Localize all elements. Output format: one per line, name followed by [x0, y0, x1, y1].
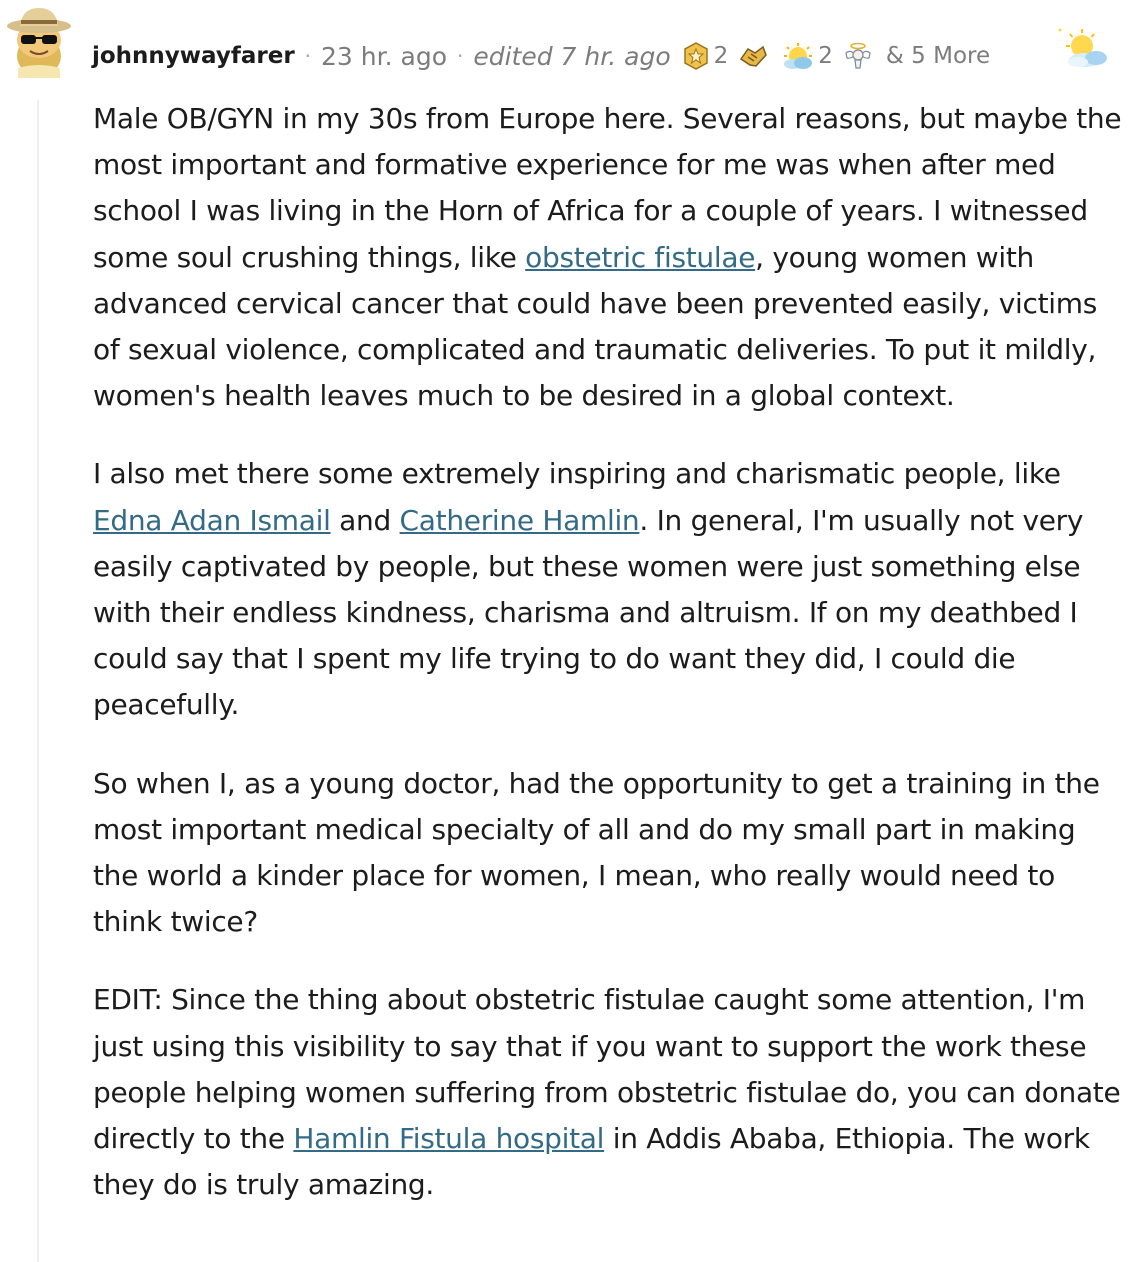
- award-sunrise[interactable]: [781, 41, 833, 71]
- paragraph-text: , young women with advanced cervical cancer that could have been prevented easily, victims of sexual violence, complicated and traumatic deliveries. To put it mildly, women's health leaves much to be desired in a global context.: [93, 240, 1097, 413]
- comment-paragraph-edit: [93, 977, 1123, 1208]
- paragraph-text: Male OB/GYN in my 30s from Europe here. Several reasons, but maybe the most important and formative experience for me was when after med school I was living in the Horn of Africa for a couple of years. I witnessed some soul crushing things, like: [93, 102, 1122, 274]
- avatar[interactable]: [4, 4, 74, 78]
- link-hamlin-fistula-hospital[interactable]: Hamlin Fistula hospital: [293, 1122, 605, 1156]
- timestamp[interactable]: 23 hr. ago: [321, 41, 447, 71]
- comment-paragraph: [93, 451, 1123, 728]
- sunrise-award-icon: [781, 41, 815, 71]
- comment-paragraph: So when I, as a young doctor, had the opportunity to get a training in the most important medical specialty of all and do my small part in making the world a kinder place for women, I mean, who really would need to think twice?: [93, 766, 1100, 939]
- paragraph-text: in Addis Ababa, Ethiopia. The work they do is truly amazing.: [93, 1122, 1090, 1202]
- edited-timestamp: edited 7 hr. ago: [473, 41, 671, 71]
- handshake-award-icon: [738, 41, 768, 71]
- sun-cloud-icon: [1052, 24, 1112, 74]
- paragraph-text: and: [330, 503, 400, 537]
- comment-paragraph: [93, 96, 1123, 419]
- award-handshake[interactable]: [738, 41, 771, 71]
- link-catherine-hamlin[interactable]: Catherine Hamlin: [399, 503, 640, 537]
- link-obstetric-fistulae[interactable]: obstetric fistulae: [525, 240, 756, 274]
- comment-body: [93, 96, 1123, 1240]
- link-edna-adan-ismail[interactable]: Edna Adan Ismail: [93, 503, 331, 537]
- separator-dot: ·: [457, 44, 464, 68]
- award-count: 2: [713, 43, 729, 69]
- paragraph-text: . In general, I'm usually not very easily captivated by people, but these women were just something else with their endless kindness, charisma and altruism. If on my deathbed I could say that I spent my life trying to do want they did, I could die peacefully.: [93, 503, 1084, 722]
- paragraph-text: I also met there some extremely inspiring and charismatic people, like: [93, 457, 1061, 491]
- award-gold-star[interactable]: [681, 41, 729, 71]
- angel-award-icon: [843, 41, 873, 71]
- gold-star-award-icon: [681, 41, 711, 71]
- comment-header: [92, 38, 992, 74]
- award-count: 2: [818, 43, 833, 69]
- separator-dot: ·: [304, 44, 312, 68]
- thread-line[interactable]: [37, 100, 39, 1262]
- award-angel[interactable]: [843, 41, 876, 71]
- paragraph-text: EDIT: Since the thing about obstetric fistulae caught some attention, I'm just using this visibility to say that if you want to support the work these people helping women suffering from obstetric fistulae do, you can donate directly to the: [93, 983, 1121, 1156]
- more-awards-link[interactable]: & 5 More: [885, 43, 991, 69]
- username-link[interactable]: johnnywayfarer: [92, 43, 295, 69]
